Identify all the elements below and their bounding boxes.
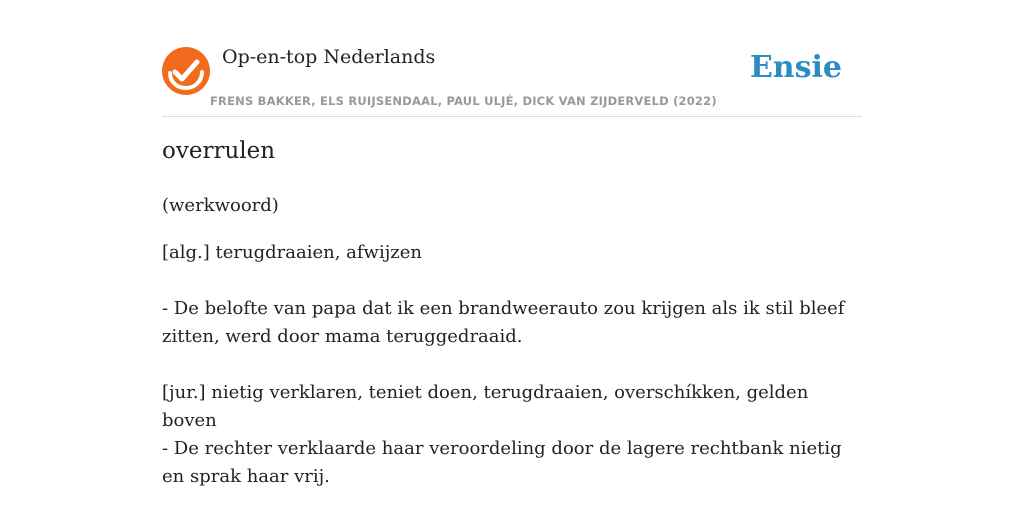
checkmark-circle-icon [162,47,210,95]
word-class: (werkwoord) [162,195,279,216]
headword: overrulen [162,138,276,164]
sense-legal: [jur.] nietig verklaren, teniet doen, terugdraaien, overschíkken, gelden boven [162,382,809,431]
ensie-logo[interactable]: Ensie [749,50,842,85]
source-title[interactable]: Op-en-top Nederlands [222,46,436,68]
example-general: - De belofte van papa dat ik een brandweerauto zou krijgen als ik stil bleef zitten, werd door mama teruggedraaid. [162,298,845,347]
example-legal: - De rechter verklaarde haar veroordeling door de lagere rechtbank nietig en sprak haar vrij. [162,438,842,487]
source-header [162,0,862,117]
sense-general: [alg.] terugdraaien, afwijzen [162,242,423,263]
source-authors: FRENS BAKKER, ELS RUIJSENDAAL, PAUL ULJÉ, DICK VAN ZIJDERVELD (2022) [210,94,717,108]
